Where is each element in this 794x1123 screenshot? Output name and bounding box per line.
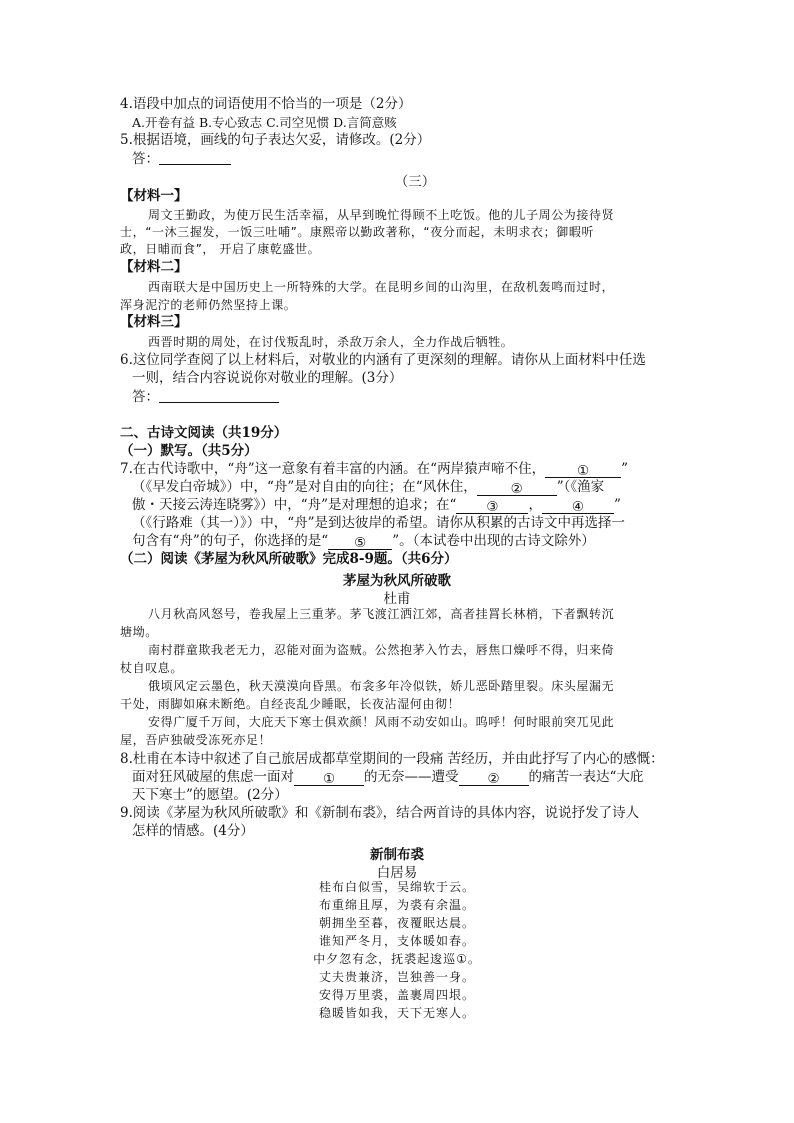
poem1-line-7: 安得广厦千万间，大庇天下寒士俱欢颜！风雨不动安如山。呜呼！何时眼前突兀见此: [148, 715, 615, 729]
q6-answer-line: [132, 388, 279, 406]
q7-text-3a: 傲・天接云涛连晓雾》）中，“舟”是对理想的追求；在“: [132, 497, 457, 513]
material2-title: 【材料二】: [120, 259, 188, 275]
q6-answer-blank[interactable]: [159, 388, 279, 403]
q7-text-1b: ”: [621, 461, 628, 477]
q5-answer-line: [132, 150, 231, 168]
poem1-line-6: 干处，雨脚如麻未断绝。自经丧乱少睡眠，长夜沾湿何由彻！: [120, 697, 461, 711]
poem1-line-1: 八月秋高风怒号，卷我屋上三重茅。茅飞渡江洒江郊，高者挂罥长林梢，下者飘转沉: [148, 607, 615, 621]
q7-text-2b: ”（《渔家: [556, 479, 605, 495]
q8-text-2c: 的痛苦一表达“大庇: [528, 769, 644, 785]
poem2-line-7: 安得万里裘，盖裹周四垠。: [318, 988, 475, 1002]
q7-line-1: [120, 461, 628, 478]
q7-blank-4[interactable]: ④: [542, 499, 614, 514]
material2-line-2: 浑身泥泞的老师仍然坚持上课。: [120, 298, 297, 312]
q7-text-1a: 7.在古代诗歌中，“舟”这一意象有着丰富的内涵。在“两岸猿声啼不住，: [120, 461, 546, 477]
material1-title: 【材料一】: [120, 188, 188, 204]
q8-line-1: 8.杜甫在本诗中叙述了自己旅居成都草堂期间的一段痛 苦经历，并由此抒写了内心的感慨：: [120, 751, 664, 767]
q4-options: A.开卷有益 B.专心致志 C.司空见惯 D.言简意赅: [132, 115, 397, 130]
part2-title: 二、古诗文阅读（共19分）: [120, 425, 288, 441]
q7-text-5b: ”。（本试卷中出现的古诗文除外）: [392, 533, 595, 549]
q7-blank-3[interactable]: ③: [456, 499, 528, 514]
q7-blank-2[interactable]: ②: [477, 481, 557, 496]
poem2-title: 新制布裘: [370, 847, 424, 863]
poem1-line-3: 南村群童欺我老无力，忍能对面为盗贼。公然抱茅入竹去，唇焦口燥呼不得，归来倚: [148, 643, 615, 657]
poem2-line-4: 谁知严冬月，支体暖如春。: [318, 934, 475, 948]
q7-text-5a: 句含有“舟”的句子，你选择的是“: [132, 533, 329, 549]
q6-line-1: 6.这位同学查阅了以上材料后，对敬业的内涵有了更深刻的理解。请你从上面材料中任选: [120, 352, 646, 368]
q9-line-2: 怎样的情感。(4分）: [132, 823, 254, 839]
poem1-author: 杜甫: [383, 591, 411, 607]
poem1-title: 茅屋为秋风所破歌: [343, 573, 451, 589]
poem1-line-4: 杖自叹息。: [120, 661, 184, 675]
q7-line-3: [132, 497, 621, 514]
q8-blank-2[interactable]: ②: [459, 771, 529, 786]
material1-line-2: 士，“一沐三握发，一饭三吐哺”。康熙帝以勤政著称，“夜分而起，未明求衣；御暇听: [120, 225, 595, 239]
material1-line-3: 政，日晡而食”， 开启了康乾盛世。: [120, 242, 321, 256]
material1-line-1: 周文王勤政，为使万民生活幸福，从早到晚忙得顾不上吃饭。他的儿子周公为接待贤: [148, 208, 615, 222]
material2-line-1: 西南联大是中国历史上一所特殊的大学。在昆明乡间的山沟里，在敌机轰鸣而过时，: [148, 280, 615, 294]
part2-sub1: （一）默写。（共5分）: [120, 443, 258, 459]
section3-title: （三）: [394, 174, 436, 190]
poem2-line-8: 稳暖皆如我，天下无寒人。: [318, 1006, 475, 1020]
q7-blank-1[interactable]: ①: [545, 463, 621, 478]
q8-line-3: 天下寒士”的愿望。(2分）: [132, 787, 288, 803]
q6-answer-label: 答：: [132, 389, 159, 405]
poem2-line-2: 布重绵且厚，为裘有余温。: [318, 898, 475, 912]
material3-line-1: 西晋时期的周处，在讨伐叛乱时，杀敌万余人，全力作战后牺牲。: [148, 335, 514, 349]
q6-line-2: 一则，结合内容说说你对敬业的理解。(3分）: [132, 370, 403, 386]
q7-text-2a: （《早发白帝城》）中，“舟”是对自由的向往；在“风休住，: [132, 479, 477, 495]
poem2-line-5: 中夕忽有念，抚裘起逡巡①。: [313, 952, 481, 966]
q7-text-3c: ”: [613, 497, 621, 513]
poem1-line-2: 塘坳。: [120, 625, 158, 639]
q8-blank-1[interactable]: ①: [294, 771, 364, 786]
q7-text-3b: ，: [528, 497, 542, 513]
q8-text-2b: 的无奈——遭受: [364, 769, 459, 785]
q5-stem: 5.根据语境，画线的句子表达欠妥，请修改。(2分）: [120, 132, 431, 148]
q7-blank-5[interactable]: ⑤: [328, 535, 392, 550]
poem2-author: 白居易: [376, 865, 418, 881]
q4-stem: 4.语段中加点的词语使用不恰当的一项是（2分）: [120, 96, 412, 112]
q5-answer-blank[interactable]: [159, 150, 231, 165]
poem2-line-3: 朝拥坐至暮，夜覆眠达晨。: [318, 916, 475, 930]
poem2-line-1: 桂布白似雪，吴绵软于云。: [318, 880, 475, 894]
q8-line-2: [132, 769, 643, 786]
poem1-line-5: 俄顷风定云墨色，秋天漠漠向昏黑。布衾多年冷似铁，娇儿恶卧踏里裂。床头屋漏无: [148, 679, 615, 693]
q8-text-2a: 面对狂风破屋的焦虑一面对: [132, 769, 294, 785]
material3-title: 【材料三】: [120, 314, 188, 330]
q7-line-5: [132, 533, 595, 550]
q9-line-1: 9.阅读《茅屋为秋风所破歌》和《新制布裘》，结合两首诗的具体内容，说说抒发了诗人: [120, 805, 640, 821]
part2-sub2: （二）阅读《茅屋为秋风所破歌》完成8-9题。（共6分）: [120, 551, 458, 567]
q7-line-2: [132, 479, 604, 496]
poem2-line-6: 丈夫贵兼济，岂独善一身。: [318, 970, 475, 984]
q7-line-4: （《行路难（其一）》）中，“舟”是到达彼岸的希望。请你从积累的古诗文中再选择一: [132, 515, 626, 531]
poem1-line-8: 屋，吾庐独破受冻死亦足！: [120, 733, 272, 747]
q5-answer-label: 答：: [132, 151, 159, 167]
